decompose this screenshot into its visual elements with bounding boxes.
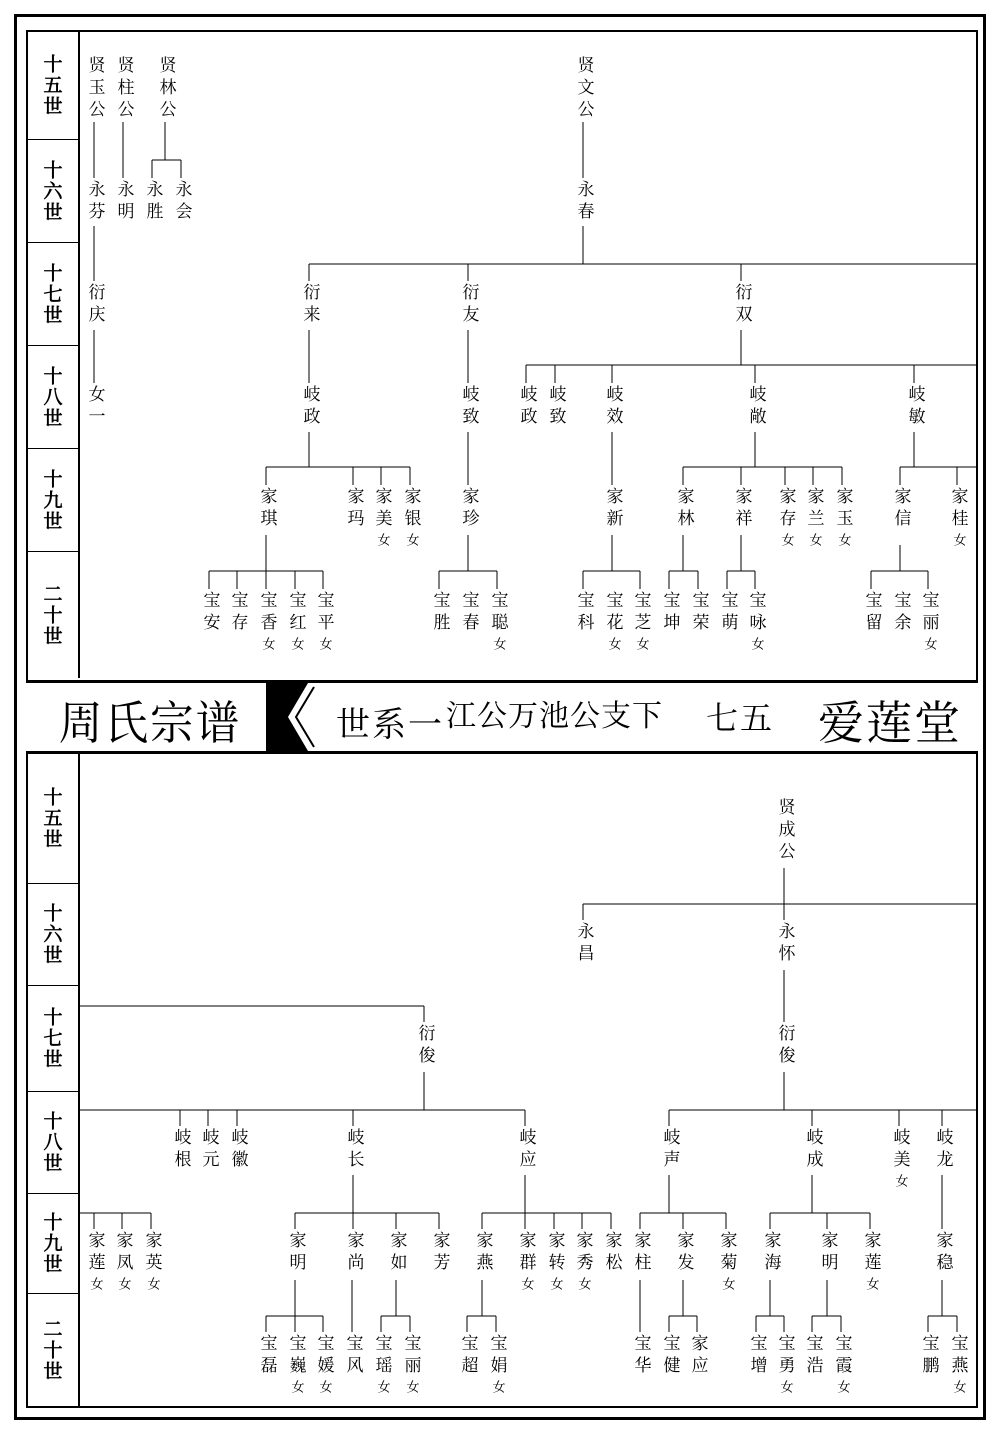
person-name: 衍来 [299,283,320,327]
person-name: 永胜 [142,180,163,224]
person-name: 宝萌 [717,591,738,635]
person-name: 家桂女 [947,487,968,546]
person-name: 宝浩 [802,1334,823,1378]
gen-label: 十七世 [26,986,78,1092]
person-name: 宝霞女 [831,1334,852,1393]
person-name: 宝存 [227,591,248,635]
person-name: 宝媛女 [313,1334,334,1393]
hall-name: 爱莲堂 [818,696,962,750]
female-marker: 女 [374,533,390,546]
person-name: 宝增 [746,1334,767,1378]
person-name: 贤柱公 [113,56,134,122]
female-marker: 女 [547,1277,563,1290]
person-name: 家玛 [343,487,364,531]
person-name: 宝安 [199,591,220,635]
person-name: 衍双 [731,283,752,327]
person-name: 宝花女 [602,591,623,650]
female-marker: 女 [489,1380,505,1393]
person-name: 宝磊 [256,1334,277,1378]
person-name: 宝娟女 [486,1334,507,1393]
person-name: 宝丽女 [400,1334,421,1393]
person-name: 永会 [171,180,192,224]
person-name: 衍庆 [84,283,105,327]
female-marker: 女 [950,1380,966,1393]
person-name: 岐声 [659,1128,680,1172]
female-marker: 女 [259,637,275,650]
person-name: 宝健 [659,1334,680,1378]
person-name: 宝风 [342,1334,363,1378]
female-marker: 女 [834,1380,850,1393]
person-name: 衍俊 [774,1024,795,1068]
person-name: 永怀 [774,922,795,966]
page-number: 七五 [706,699,775,737]
female-marker: 女 [115,1277,131,1290]
female-marker: 女 [288,1380,304,1393]
female-marker: 女 [403,533,419,546]
branch-label: 江公万池公支下 [446,699,663,734]
person-name: 宝超 [457,1334,478,1378]
person-name: 家信 [890,487,911,531]
gen-label: 十六世 [26,140,78,243]
person-name: 女一 [84,385,105,429]
female-marker: 女 [921,637,937,650]
gen-label: 二十世 [40,583,63,647]
person-name: 宝科 [573,591,594,635]
gen-label: 十九世 [26,449,78,552]
person-name: 家银女 [400,487,421,546]
person-name: 永春 [573,180,594,224]
person-name: 宝鹏 [918,1334,939,1378]
person-name: 宝丽女 [918,591,939,650]
person-name: 家应 [687,1334,708,1378]
person-name: 家凤女 [112,1231,133,1290]
person-name: 家琪 [256,487,277,531]
female-marker: 女 [863,1277,879,1290]
person-name: 岐效 [602,385,623,429]
person-name: 岐政 [299,385,320,429]
female-marker: 女 [806,533,822,546]
person-name: 贤林公 [155,56,176,122]
person-name: 衍俊 [414,1024,435,1068]
book-title: 周氏宗谱 [58,696,242,750]
person-name: 贤文公 [573,56,594,122]
female-marker: 女 [575,1277,591,1290]
person-name: 岐敏 [904,385,925,429]
person-name: 岐徽 [227,1128,248,1172]
person-name: 家群女 [515,1231,536,1290]
person-name: 家秀女 [572,1231,593,1290]
person-name: 家松 [601,1231,622,1275]
person-name: 岐龙 [932,1128,953,1172]
person-name: 永昌 [573,922,594,966]
person-name: 岐美女 [889,1128,910,1187]
female-marker: 女 [288,637,304,650]
female-marker: 女 [748,637,764,650]
person-name: 家莲女 [860,1231,881,1290]
female-marker: 女 [316,1380,332,1393]
person-name: 家玉女 [832,487,853,546]
person-name: 家海 [760,1231,781,1275]
person-name: 家发 [673,1231,694,1275]
female-marker: 女 [403,1380,419,1393]
person-name: 宝巍女 [285,1334,306,1393]
person-name: 宝平女 [313,591,334,650]
gen-label: 十六世 [26,884,78,986]
person-name: 家明 [285,1231,306,1275]
person-name: 宝华 [630,1334,651,1378]
person-name: 岐应 [515,1128,536,1172]
person-name: 岐致 [545,385,566,429]
person-name: 岐元 [198,1128,219,1172]
person-name: 家尚 [343,1231,364,1275]
female-marker: 女 [719,1277,735,1290]
female-marker: 女 [778,533,794,546]
person-name: 家美女 [371,487,392,546]
gen-label: 十八世 [26,1092,78,1194]
person-name: 宝咏女 [745,591,766,650]
gen-label: 十九世 [26,1194,78,1294]
gen-label: 二十世 [40,1318,63,1382]
person-name: 宝燕女 [947,1334,968,1393]
person-name: 宝胜 [429,591,450,635]
female-marker: 女 [892,1174,908,1187]
gen-label: 十五世 [26,754,78,884]
female-marker: 女 [518,1277,534,1290]
person-name: 贤成公 [774,798,795,864]
person-name: 宝春 [458,591,479,635]
person-name: 宝红女 [285,591,306,650]
female-marker: 女 [490,637,506,650]
person-name: 家稳 [932,1231,953,1275]
series-label: 世系一 [336,705,444,745]
gen-label: 十八世 [26,346,78,449]
female-marker: 女 [777,1380,793,1393]
person-name: 家林 [673,487,694,531]
person-name: 家莲女 [84,1231,105,1290]
person-name: 岐成 [802,1128,823,1172]
gen-label: 十七世 [26,243,78,346]
person-name: 宝香女 [256,591,277,650]
person-name: 家芳 [429,1231,450,1275]
person-name: 岐政 [516,385,537,429]
person-name: 衍友 [458,283,479,327]
person-name: 贤玉公 [84,56,105,122]
person-name: 岐根 [170,1128,191,1172]
person-name: 家菊女 [716,1231,737,1290]
person-name: 永明 [113,180,134,224]
person-name: 岐长 [343,1128,364,1172]
person-name: 家燕 [472,1231,493,1275]
person-name: 宝余 [890,591,911,635]
person-name: 宝瑶女 [371,1334,392,1393]
person-name: 家新 [602,487,623,531]
person-name: 宝勇女 [774,1334,795,1393]
person-name: 家柱 [630,1231,651,1275]
person-name: 宝荣 [688,591,709,635]
female-marker: 女 [87,1277,103,1290]
person-name: 家转女 [544,1231,565,1290]
person-name: 家兰女 [803,487,824,546]
person-name: 宝留 [861,591,882,635]
female-marker: 女 [605,637,621,650]
person-name: 宝芝女 [630,591,651,650]
female-marker: 女 [316,637,332,650]
gen-label: 十五世 [26,32,78,140]
female-marker: 女 [374,1380,390,1393]
person-name: 宝坤 [659,591,680,635]
person-name: 岐敞 [745,385,766,429]
person-name: 岐致 [458,385,479,429]
person-name: 家珍 [458,487,479,531]
female-marker: 女 [144,1277,160,1290]
person-name: 家存女 [775,487,796,546]
person-name: 宝聪女 [487,591,508,650]
person-name: 永芬 [84,180,105,224]
person-name: 家如 [386,1231,407,1275]
female-marker: 女 [950,533,966,546]
female-marker: 女 [835,533,851,546]
female-marker: 女 [633,637,649,650]
person-name: 家祥 [731,487,752,531]
person-name: 家英女 [141,1231,162,1290]
person-name: 家明 [817,1231,838,1275]
